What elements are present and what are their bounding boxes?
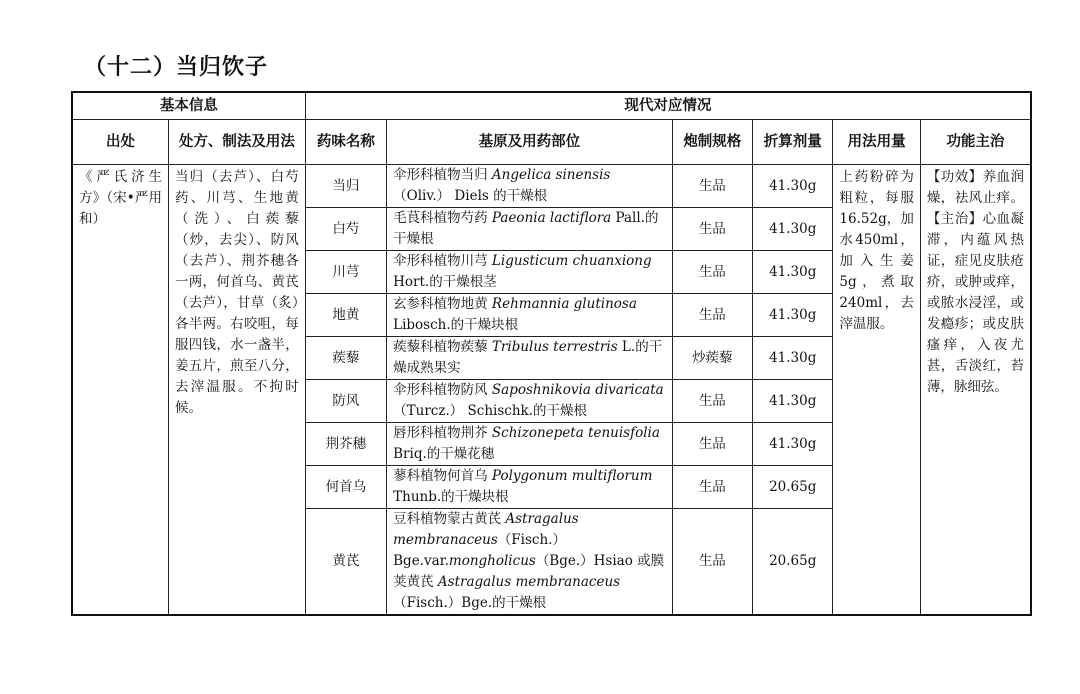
herb-origin: 伞形科植物防风 Saposhnikovia divaricata（Turcz.） Schischk.的干燥根 <box>387 380 672 423</box>
herb-name: 荆芥穗 <box>305 423 386 466</box>
herb-name: 防风 <box>305 380 386 423</box>
header-herb-name: 药味名称 <box>305 120 386 165</box>
herb-processing: 生品 <box>672 423 752 466</box>
herb-name: 地黄 <box>305 294 386 337</box>
herb-origin: 玄参科植物地黄 Rehmannia glutinosa Libosch.的干燥块根 <box>387 294 672 337</box>
header-source: 出处 <box>72 120 169 165</box>
herb-origin: 毛茛科植物芍药 Paeonia lactiflora Pall.的干燥根 <box>387 208 672 251</box>
herb-processing: 生品 <box>672 294 752 337</box>
herb-processing: 炒蒺藜 <box>672 337 752 380</box>
herb-name: 蒺藜 <box>305 337 386 380</box>
header-usage: 用法用量 <box>833 120 920 165</box>
header-modern-info: 现代对应情况 <box>305 92 1031 120</box>
formula-table <box>71 91 1032 616</box>
header-processing: 炮制规格 <box>672 120 752 165</box>
herb-origin: 伞形科植物当归 Angelica sinensis（Oliv.） Diels 的干燥根 <box>387 165 672 208</box>
herb-name: 黄芪 <box>305 509 386 616</box>
herb-processing: 生品 <box>672 466 752 509</box>
herb-processing: 生品 <box>672 208 752 251</box>
header-prescription: 处方、制法及用法 <box>169 120 306 165</box>
herb-dose: 41.30g <box>753 337 833 380</box>
herb-origin: 伞形科植物川芎 Ligusticum chuanxiong Hort.的干燥根茎 <box>387 251 672 294</box>
herb-origin: 豆科植物蒙古黄芪 Astragalus membranaceus（Fisch.）Bge.var.mongholicus（Bge.）Hsiao 或膜荚黄芪 Astragalus membranaceus（Fisch.）Bge.的干燥根 <box>387 509 672 616</box>
herb-name: 川芎 <box>305 251 386 294</box>
function-cell: 【功效】养血润燥，祛风止痒。【主治】心血凝滞，内蕴风热证，症见皮肤疮疥，或肿或痒，或脓水浸淫，或发瘾疹；或皮肤瘙痒，入夜尤甚，舌淡红，苔薄，脉细弦。 <box>920 165 1031 616</box>
source-cell: 《严氏济生方》（宋•严用和） <box>72 165 169 616</box>
herb-dose: 20.65g <box>753 466 833 509</box>
prescription-cell: 当归（去芦）、白芍药、川芎、生地黄（洗）、白蒺藜（炒，去尖）、防风（去芦）、荆芥穗各一两，何首乌、黄芪（去芦），甘草（炙）各半两。右咬咀，每服四钱，水一盏半，姜五片，煎至八分，去滓温服。不拘时候。 <box>169 165 306 616</box>
herb-origin: 蒺藜科植物蒺藜 Tribulus terrestris L.的干燥成熟果实 <box>387 337 672 380</box>
herb-dose: 41.30g <box>753 380 833 423</box>
herb-dose: 41.30g <box>753 208 833 251</box>
herb-dose: 41.30g <box>753 423 833 466</box>
herb-dose: 41.30g <box>753 251 833 294</box>
herb-name: 何首乌 <box>305 466 386 509</box>
herb-origin: 蓼科植物何首乌 Polygonum multiflorum Thunb.的干燥块根 <box>387 466 672 509</box>
herb-processing: 生品 <box>672 251 752 294</box>
header-basic-info: 基本信息 <box>72 92 305 120</box>
header-function: 功能主治 <box>920 120 1031 165</box>
header-dose: 折算剂量 <box>753 120 833 165</box>
herb-dose: 20.65g <box>753 509 833 616</box>
herb-dose: 41.30g <box>753 165 833 208</box>
herb-name: 白芍 <box>305 208 386 251</box>
herb-processing: 生品 <box>672 165 752 208</box>
herb-dose: 41.30g <box>753 294 833 337</box>
page-title: （十二）当归饮子 <box>84 55 269 80</box>
herb-name: 当归 <box>305 165 386 208</box>
usage-cell: 上药粉碎为粗粒，每服16.52g，加水450ml，加入生姜5g，煮取240ml，去滓温服。 <box>833 165 920 616</box>
herb-processing: 生品 <box>672 380 752 423</box>
header-origin: 基原及用药部位 <box>387 120 672 165</box>
herb-origin: 唇形科植物荆芥 Schizonepeta tenuisfolia Briq.的干燥花穗 <box>387 423 672 466</box>
herb-processing: 生品 <box>672 509 752 616</box>
